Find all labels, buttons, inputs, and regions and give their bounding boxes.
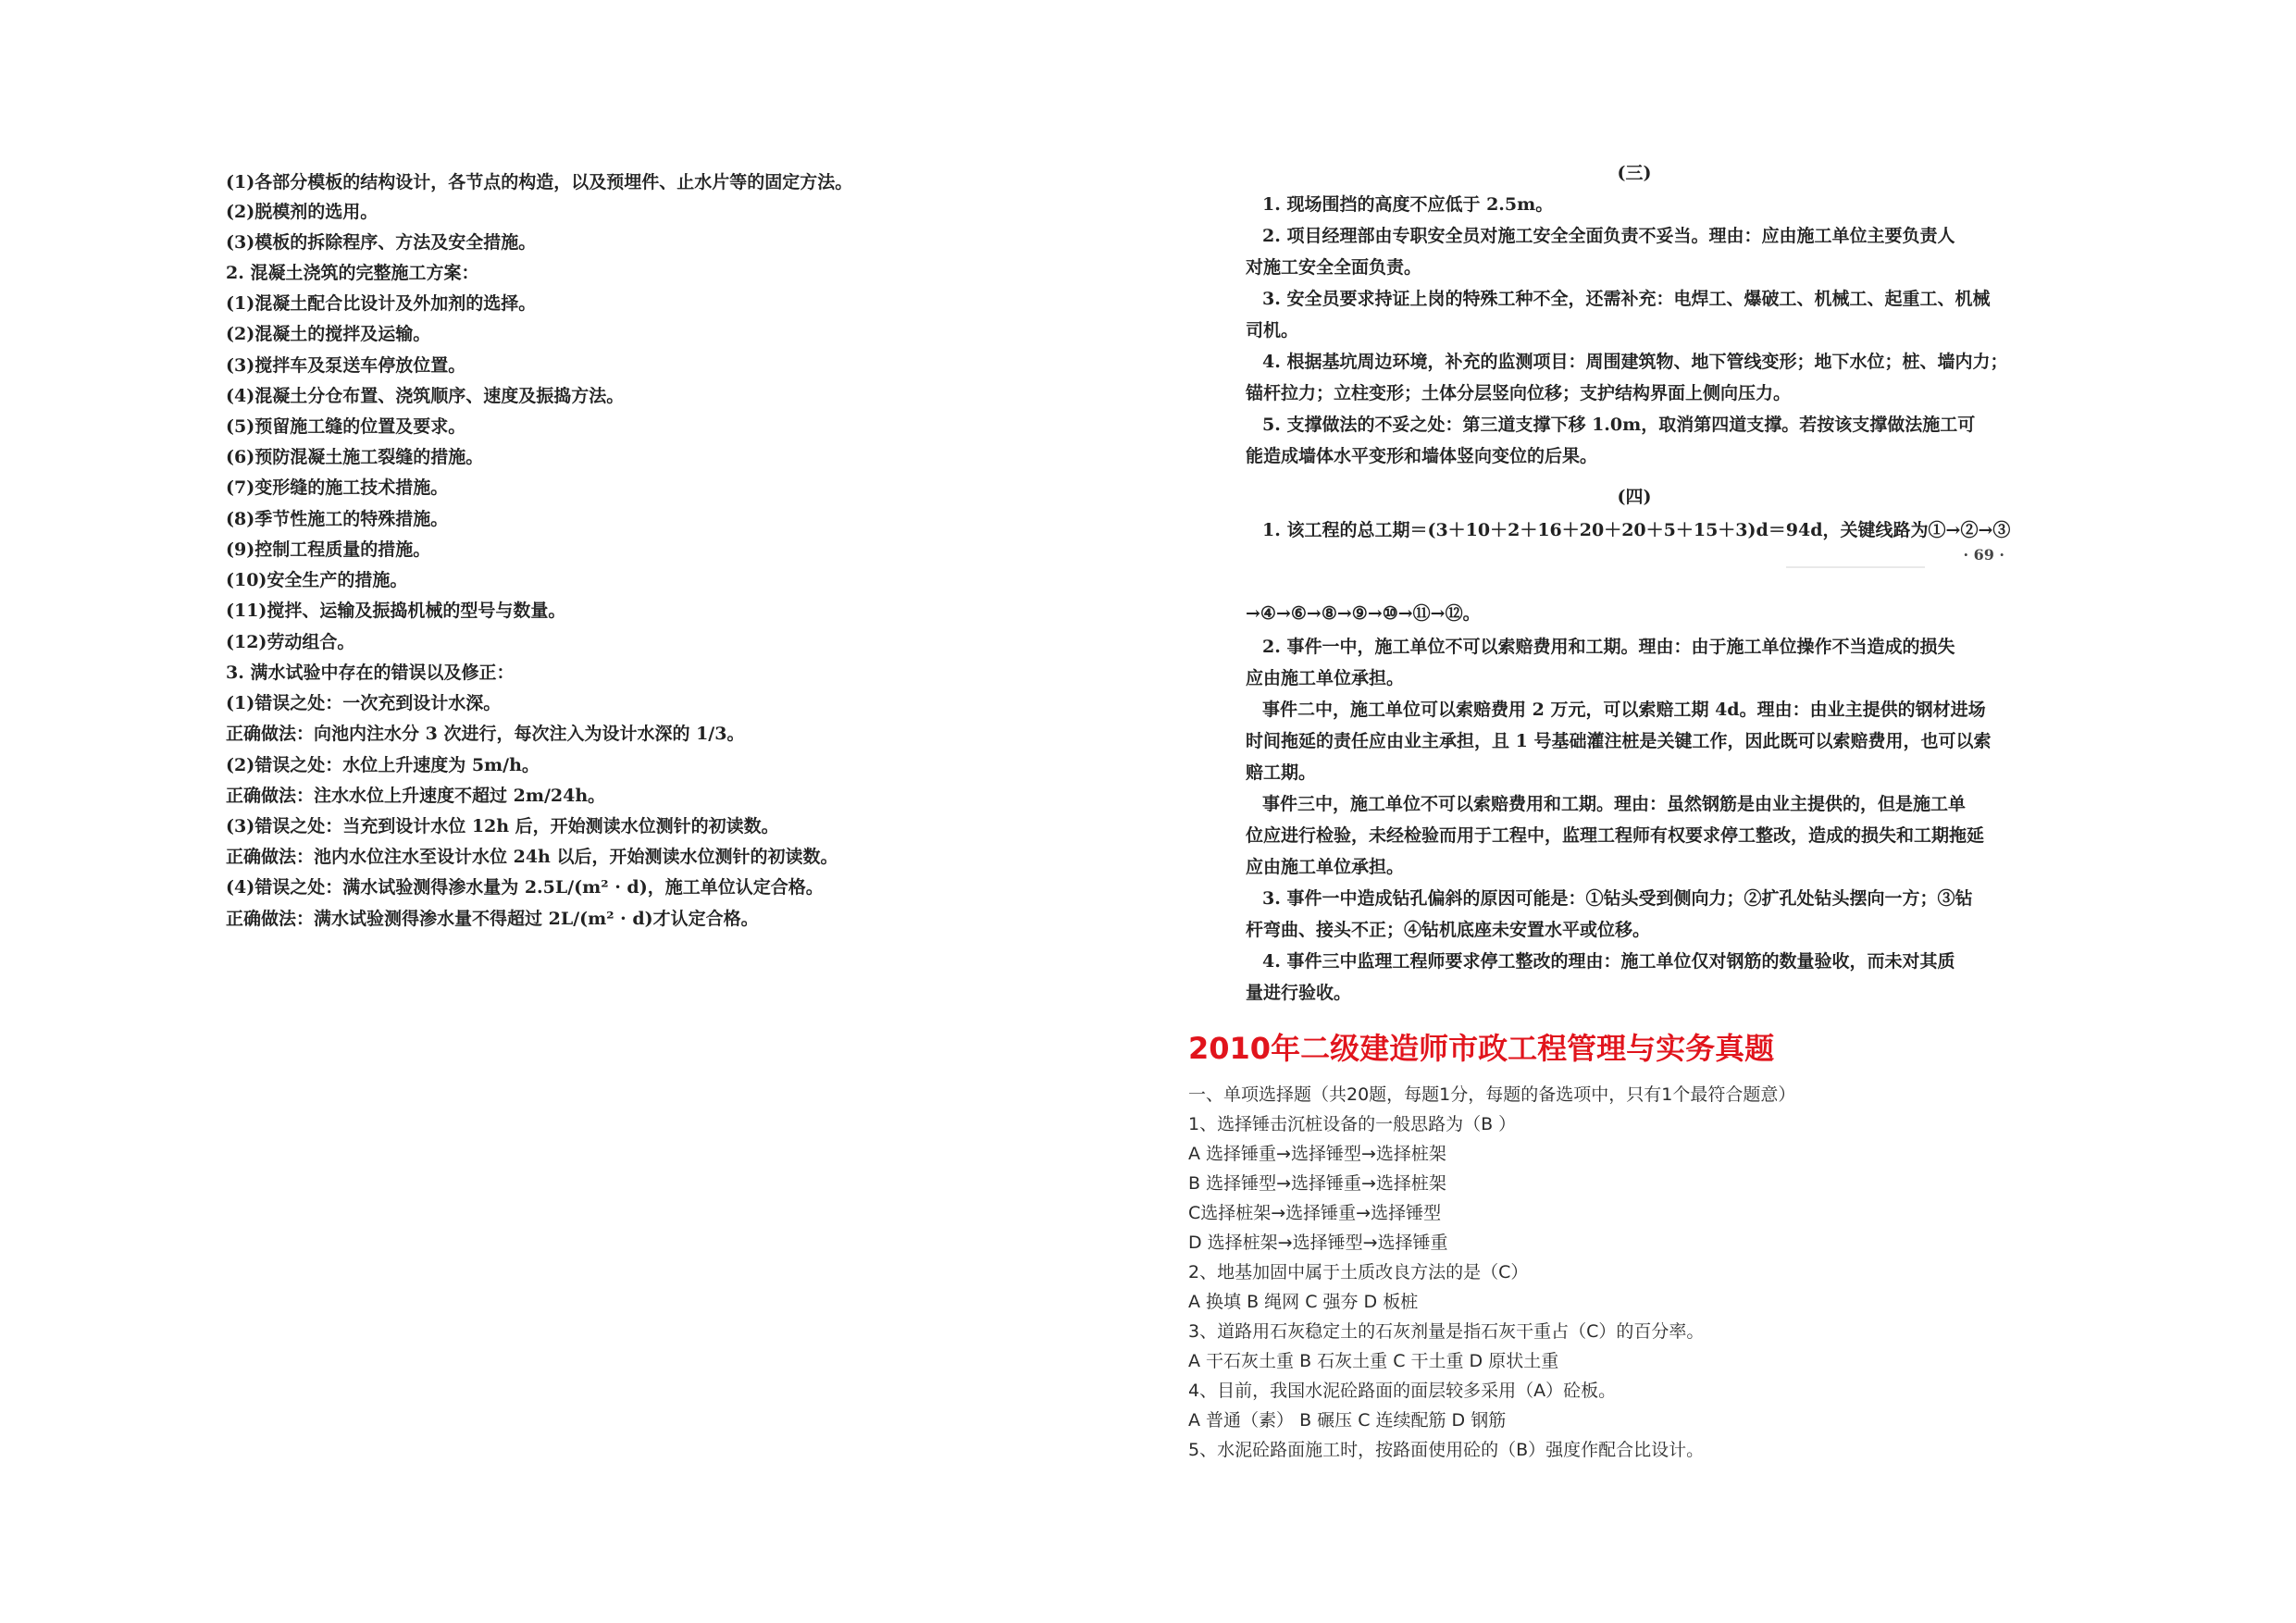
exam-line: C选择桩架→选择锤重→选择锤型 xyxy=(1188,1203,1442,1223)
text-line: (1)混凝土配合比设计及外加剂的选择。 xyxy=(226,293,537,314)
scan-noise xyxy=(1786,566,1925,568)
text-line: 正确做法：池内水位注水至设计水位 24h 以后，开始测读水位测针的初读数。 xyxy=(226,847,838,867)
text-line: (2)错误之处：水位上升速度为 5m/h。 xyxy=(226,755,540,775)
right-scanned-page xyxy=(1246,0,2023,1018)
text-line: (3)搅拌车及泵送车停放位置。 xyxy=(226,355,466,376)
text-line: 5. 支撑做法的不妥之处：第三道支撑下移 1.0m，取消第四道支撑。若按该支撑做法施工可 xyxy=(1262,415,1976,435)
text-line: 应由施工单位承担。 xyxy=(1246,857,1405,877)
text-line: (9)控制工程质量的措施。 xyxy=(226,539,431,560)
text-line: (2)混凝土的搅拌及运输。 xyxy=(226,324,431,344)
exam-line: 2、地基加固中属于土质改良方法的是（C） xyxy=(1188,1262,1529,1282)
exam-line: D 选择桩架→选择锤型→选择锤重 xyxy=(1188,1233,1448,1253)
text-line: 1. 现场围挡的高度不应低于 2.5m。 xyxy=(1262,194,1554,215)
section-heading: (三) xyxy=(1617,163,1652,183)
exam-line: A 干石灰土重 B 石灰土重 C 干土重 D 原状土重 xyxy=(1188,1351,1559,1371)
exam-line: 4、目前，我国水泥砼路面的面层较多采用（A）砼板。 xyxy=(1188,1381,1617,1401)
section-heading: (四) xyxy=(1617,487,1652,507)
text-line: 2. 事件一中，施工单位不可以索赔费用和工期。理由：由于施工单位操作不当造成的损失 xyxy=(1262,637,1955,657)
exam-line: A 换填 B 绳网 C 强夯 D 板桩 xyxy=(1188,1292,1419,1312)
text-line: 时间拖延的责任应由业主承担，且 1 号基础灌注桩是关键工作，因此既可以索赔费用，也可以索 xyxy=(1246,731,1992,751)
text-line: 4. 根据基坑周边环境，补充的监测项目：周围建筑物、地下管线变形；地下水位；桩、墙内力； xyxy=(1262,352,2008,372)
exam-line: 3、道路用石灰稳定土的石灰剂量是指石灰干重占（C）的百分率。 xyxy=(1188,1321,1705,1342)
text-line: 正确做法：满水试验测得渗水量不得超过 2L/(m² · d)才认定合格。 xyxy=(226,909,759,929)
text-line: (2)脱模剂的选用。 xyxy=(226,202,379,222)
text-line: 3. 事件一中造成钻孔偏斜的原因可能是：①钻头受到侧向力；②扩孔处钻头摆向一方；③钻 xyxy=(1262,888,1973,909)
text-line: (4)错误之处：满水试验测得渗水量为 2.5L/(m² · d)，施工单位认定合格。 xyxy=(226,877,824,898)
text-line: 4. 事件三中监理工程师要求停工整改的理由：施工单位仅对钢筋的数量验收，而未对其质 xyxy=(1262,951,1955,972)
text-line: (8)季节性施工的特殊措施。 xyxy=(226,509,449,529)
text-line: 事件二中，施工单位可以索赔费用 2 万元，可以索赔工期 4d。理由：由业主提供的钢材进场 xyxy=(1262,700,1986,720)
text-line: 能造成墙体水平变形和墙体竖向变位的后果。 xyxy=(1246,446,1598,466)
text-line: →④→⑥→⑧→⑨→⑩→⑪→⑫。 xyxy=(1246,603,1481,624)
text-line: 位应进行检验，未经检验而用于工程中，监理工程师有权要求停工整改，造成的损失和工期拖延 xyxy=(1246,825,1985,846)
exam-line: B 选择锤型→选择锤重→选择桩架 xyxy=(1188,1173,1446,1194)
text-line: (4)混凝土分仓布置、浇筑顺序、速度及振捣方法。 xyxy=(226,386,625,406)
exam-title: 2010年二级建造师市政工程管理与实务真题 xyxy=(1188,1031,1775,1066)
exam-line: 1、选择锤击沉桩设备的一般思路为（B ） xyxy=(1188,1114,1517,1134)
text-line: 正确做法：注水水位上升速度不超过 2m/24h。 xyxy=(226,786,606,806)
text-line: (5)预留施工缝的位置及要求。 xyxy=(226,416,466,437)
text-line: (7)变形缝的施工技术措施。 xyxy=(226,477,449,498)
text-line: 3. 满水试验中存在的错误以及修正： xyxy=(226,663,515,683)
text-line: (1)各部分模板的结构设计，各节点的构造，以及预埋件、止水片等的固定方法。 xyxy=(226,172,853,192)
text-line: (11)搅拌、运输及振捣机械的型号与数量。 xyxy=(226,601,566,621)
text-line: (10)安全生产的措施。 xyxy=(226,570,408,590)
exam-line: 一、单项选择题（共20题，每题1分，每题的备选项中，只有1个最符合题意） xyxy=(1188,1084,1796,1105)
text-line: 杆弯曲、接头不正；④钻机底座未安置水平或位移。 xyxy=(1246,920,1651,940)
text-line: (3)错误之处：当充到设计水位 12h 后，开始测读水位测针的初读数。 xyxy=(226,816,779,836)
page-number: · 69 · xyxy=(1963,546,2004,564)
text-line: 量进行验收。 xyxy=(1246,983,1352,1003)
text-line: 锚杆拉力；立柱变形；土体分层竖向位移；支护结构界面上侧向压力。 xyxy=(1246,383,1792,403)
text-line: 1. 该工程的总工期＝(3＋10＋2＋16＋20＋20＋5＋15＋3)d＝94d，关键线路为①→②→③ xyxy=(1262,520,2011,540)
text-line: 事件三中，施工单位不可以索赔费用和工期。理由：虽然钢筋是由业主提供的，但是施工单 xyxy=(1262,794,1967,814)
exam-line: A 普通（素） B 碾压 C 连续配筋 D 钢筋 xyxy=(1188,1410,1507,1431)
text-line: (1)错误之处：一次充到设计水深。 xyxy=(226,693,502,713)
text-line: 3. 安全员要求持证上岗的特殊工种不全，还需补充：电焊工、爆破工、机械工、起重工、机械 xyxy=(1262,289,1991,309)
text-line: (6)预防混凝土施工裂缝的措施。 xyxy=(226,447,484,467)
exam-line: A 选择锤重→选择锤型→选择桩架 xyxy=(1188,1144,1446,1164)
text-line: 2. 项目经理部由专职安全员对施工安全全面负责不妥当。理由：应由施工单位主要负责人 xyxy=(1262,226,1955,246)
text-line: 司机。 xyxy=(1246,320,1299,341)
text-line: (3)模板的拆除程序、方法及安全措施。 xyxy=(226,232,537,253)
text-line: 应由施工单位承担。 xyxy=(1246,668,1405,688)
text-line: 赔工期。 xyxy=(1246,762,1317,783)
text-line: (12)劳动组合。 xyxy=(226,632,355,652)
text-line: 2. 混凝土浇筑的完整施工方案： xyxy=(226,263,479,283)
text-line: 正确做法：向池内注水分 3 次进行，每次注入为设计水深的 1/3。 xyxy=(226,724,745,744)
exam-line: 5、水泥砼路面施工时，按路面使用砼的（B）强度作配合比设计。 xyxy=(1188,1440,1705,1460)
text-line: 对施工安全全面负责。 xyxy=(1246,257,1422,278)
left-scanned-page xyxy=(226,0,985,1018)
